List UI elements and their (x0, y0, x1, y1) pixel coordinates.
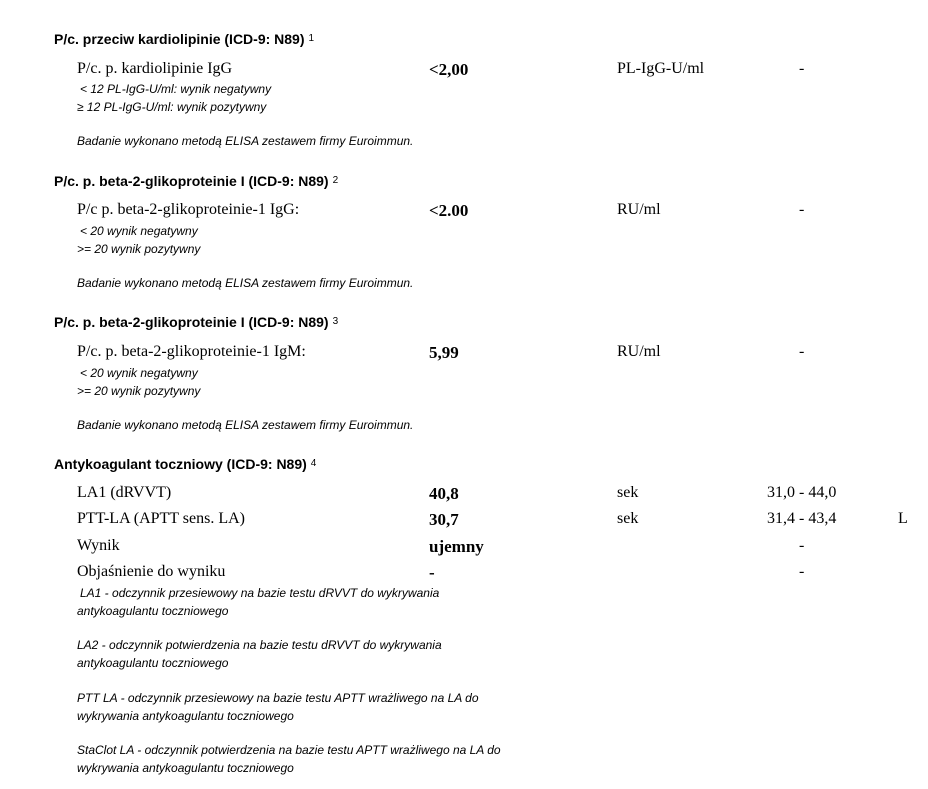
norm-line: < 20 wynik negatywny (80, 224, 198, 238)
norm-line: < 12 PL-IgG-U/ml: wynik negatywny (80, 82, 272, 96)
result-flag: L (898, 510, 908, 527)
footnote-marker: 4 (310, 458, 317, 469)
test-name: PTT-LA (APTT sens. LA) (77, 510, 245, 527)
reference-range: 31,4 - 43,4 (767, 510, 837, 527)
explanation-note: antykoagulantu toczniowego (77, 656, 229, 670)
footnote-marker: 2 (332, 175, 339, 186)
explanation-note: antykoagulantu toczniowego (77, 604, 229, 618)
test-name: P/c. p. beta-2-glikoproteinie-1 IgM: (77, 343, 306, 360)
section-heading: Antykoagulant toczniowy (ICD-9: N89) $^4$ (54, 456, 317, 472)
test-name: Objaśnienie do wyniku (77, 563, 226, 580)
method-note: Badanie wykonano metodą ELISA zestawem firmy Euroimmun. (77, 276, 414, 290)
method-note: Badanie wykonano metodą ELISA zestawem firmy Euroimmun. (77, 418, 414, 432)
reference-range: - (799, 60, 805, 77)
result-unit: RU/ml (617, 343, 661, 360)
reference-range: - (799, 343, 805, 360)
explanation-note: wykrywania antykoagulantu toczniowego (77, 709, 294, 723)
norm-line: >= 20 wynik pozytywny (77, 384, 201, 398)
section-heading: P/c. p. beta-2-glikoproteinie I (ICD-9: N89) $^3$ (54, 314, 339, 330)
test-name: P/c. p. kardiolipinie IgG (77, 60, 233, 77)
result-value: ujemny (429, 537, 484, 556)
result-unit: sek (617, 484, 639, 501)
section-heading: P/c. p. beta-2-glikoproteinie I (ICD-9: N89) $^2$ (54, 173, 339, 189)
result-unit: sek (617, 510, 639, 527)
explanation-note: PTT LA - odczynnik przesiewowy na bazie testu APTT wrażliwego na LA do (77, 691, 479, 705)
explanation-note: StaClot LA - odczynnik potwierdzenia na bazie testu APTT wrażliwego na LA do (77, 743, 501, 757)
result-unit: PL-IgG-U/ml (617, 60, 705, 77)
result-value: 5,99 (429, 343, 459, 362)
result-value: 40,8 (429, 484, 459, 503)
result-value: - (429, 563, 435, 582)
norm-line: >= 20 wynik pozytywny (77, 242, 201, 256)
explanation-note: LA2 - odczynnik potwierdzenia na bazie testu dRVVT do wykrywania (77, 638, 442, 652)
test-name: P/c p. beta-2-glikoproteinie-1 IgG: (77, 201, 300, 218)
reference-range: - (799, 201, 805, 218)
result-value: 30,7 (429, 510, 459, 529)
method-note: Badanie wykonano metodą ELISA zestawem firmy Euroimmun. (77, 134, 414, 148)
norm-line: < 20 wynik negatywny (80, 366, 198, 380)
norm-line: ≥ 12 PL-IgG-U/ml: wynik pozytywny (77, 100, 267, 114)
reference-range: - (799, 563, 805, 580)
test-name: Wynik (77, 537, 120, 554)
explanation-note: wykrywania antykoagulantu toczniowego (77, 761, 294, 775)
result-value: <2,00 (429, 60, 469, 79)
reference-range: - (799, 537, 805, 554)
test-name: LA1 (dRVVT) (77, 484, 172, 501)
explanation-note: LA1 - odczynnik przesiewowy na bazie testu dRVVT do wykrywania (80, 586, 440, 600)
section-heading: P/c. przeciw kardiolipinie (ICD-9: N89) $^1$ (54, 31, 315, 47)
result-unit: RU/ml (617, 201, 661, 218)
result-value: <2.00 (429, 201, 469, 220)
reference-range: 31,0 - 44,0 (767, 484, 837, 501)
footnote-marker: 1 (308, 33, 315, 44)
footnote-marker: 3 (332, 316, 339, 327)
